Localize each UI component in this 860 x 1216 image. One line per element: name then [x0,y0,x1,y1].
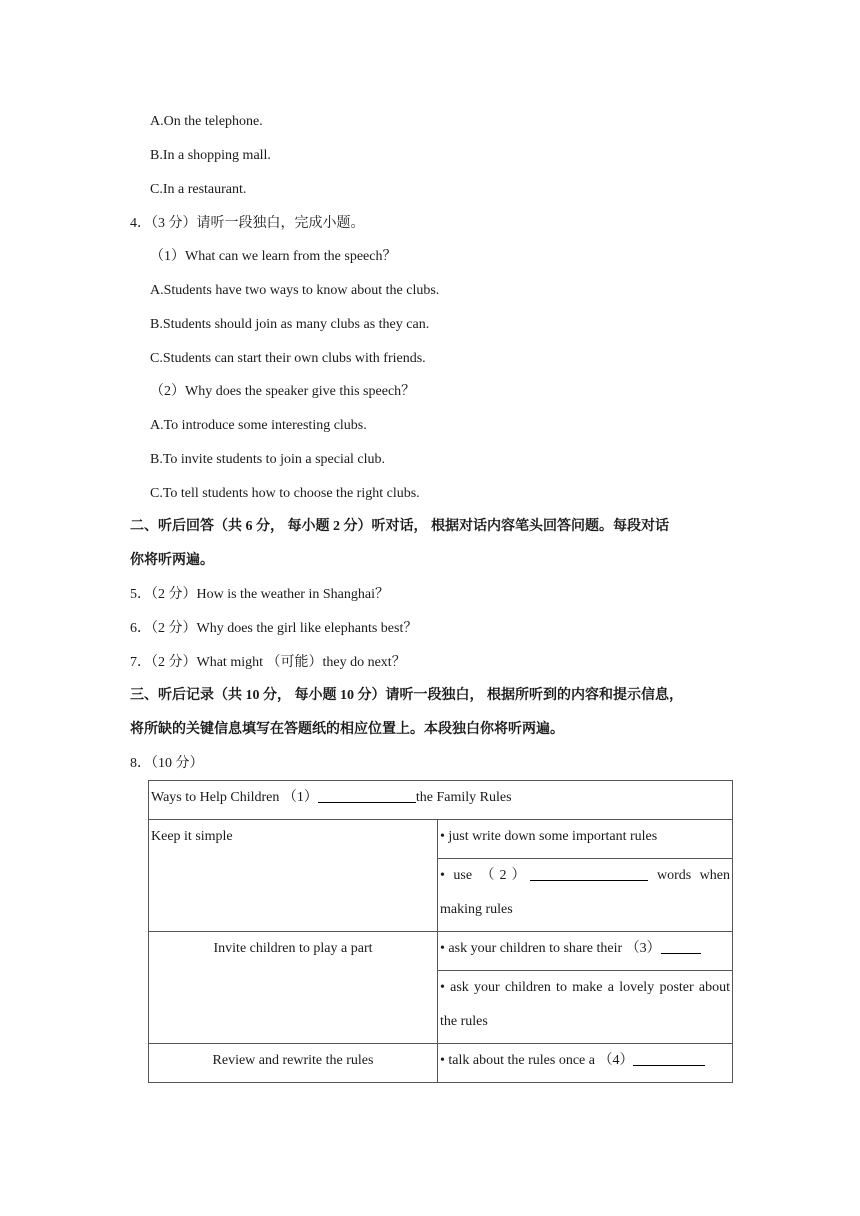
blank-3[interactable] [661,937,701,954]
q4-sub2-option-a: A.To introduce some interesting clubs. [150,418,367,433]
table-row [149,932,733,971]
table-title-suffix: the Family Rules [415,790,512,805]
blank-1[interactable] [318,786,416,803]
q3-option-a: A.On the telephone. [150,114,263,129]
blank-4[interactable] [633,1049,705,1066]
row1-left-cell [149,820,438,932]
row2-right-b [438,971,733,1044]
row2-right-b-text: • ask your children to make a lovely poster about the rules [440,980,730,1029]
row1-right-b-suffix: words when making rules [440,868,730,917]
q4-sub1-option-b: B.Students should join as many clubs as they can. [150,317,430,332]
table-title-row [149,781,733,820]
q4-sub2: （2）Why does the speaker give this speech？ [150,384,416,399]
row3-left-cell [149,1044,438,1083]
section3-heading-line1: 三、听后记录（共 10 分， 每小题 10 分）请听一段独白， 根据所听到的内容和提示信息， [130,688,683,703]
q4-sub1: （1）What can we learn from the speech？ [150,249,397,264]
q3-option-b: B.In a shopping mall. [150,148,271,163]
q3-option-c: C.In a restaurant. [150,182,247,197]
row2-left-text: Invite children to play a part [213,941,373,956]
row1-right-a [438,820,733,859]
q6: 6．（2 分）Why does the girl like elephants best？ [130,621,418,636]
row1-right-b [438,859,733,932]
row2-right-a-text: • ask your children to share their （3） [440,941,661,956]
q4-sub2-option-b: B.To invite students to join a special club. [150,452,386,467]
family-rules-table [148,780,733,1083]
row1-left-text: Keep it simple [151,829,233,844]
table-row [149,1044,733,1083]
row3-right-a [438,1044,733,1083]
table-title-prefix: Ways to Help Children （1） [151,790,318,805]
row3-left-text: Review and rewrite the rules [212,1053,374,1068]
q4-sub2-option-c: C.To tell students how to choose the right clubs. [150,486,420,501]
q8: 8．（10 分） [130,756,204,771]
section3-heading-line2: 将所缺的关键信息填写在答题纸的相应位置上。本段独白你将听两遍。 [130,722,564,737]
q4-stem: 4．（3 分）请听一段独白，完成小题。 [130,216,365,231]
table-title-cell [149,781,733,820]
blank-2[interactable] [530,864,648,881]
row3-right-a-text: • talk about the rules once a （4） [440,1053,634,1068]
section2-heading-line1: 二、听后回答（共 6 分， 每小题 2 分）听对话， 根据对话内容笔头回答问题。每段对话 [130,519,669,534]
row1-right-b-prefix: • use （2） [440,868,531,883]
row2-left-cell [149,932,438,1044]
q7: 7．（2 分）What might （可能）they do next？ [130,655,406,670]
row2-right-a [438,932,733,971]
q5: 5．（2 分）How is the weather in Shanghai？ [130,587,389,602]
q4-sub1-option-a: A.Students have two ways to know about the clubs. [150,283,440,298]
q4-sub1-option-c: C.Students can start their own clubs with friends. [150,351,426,366]
row1-right-a-text: • just write down some important rules [440,829,658,844]
table-row [149,820,733,859]
section2-heading-line2: 你将听两遍。 [130,553,214,568]
